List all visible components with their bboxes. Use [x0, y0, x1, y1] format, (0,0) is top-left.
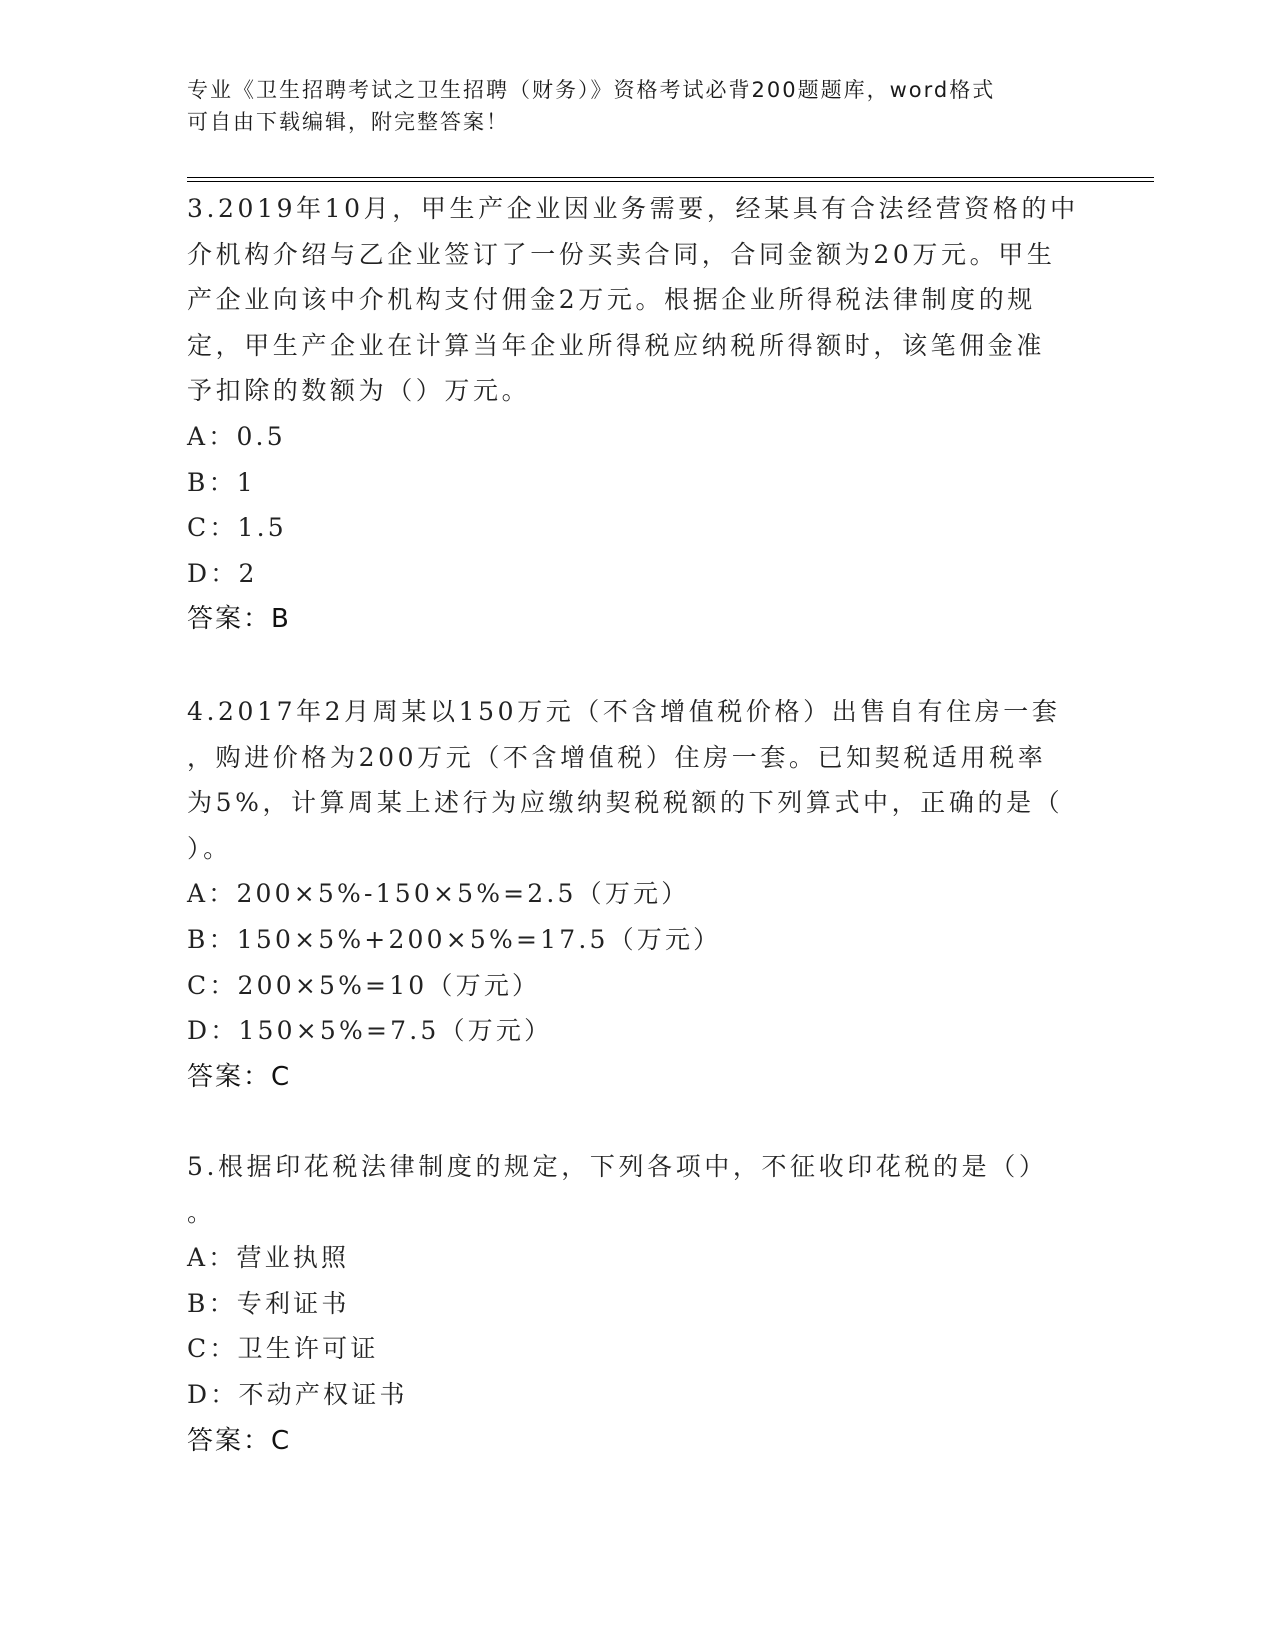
option-c: C：200×5%=10（万元） — [187, 970, 541, 1000]
question-stem-line: 。 — [187, 1197, 216, 1227]
option-d: D：150×5%=7.5（万元） — [187, 1016, 553, 1046]
question-block — [187, 186, 1092, 642]
answer-key: 答案：C — [187, 1425, 292, 1456]
header-title-line-1: 专业《卫生招聘考试之卫生招聘（财务）》资格考试必背200题题库，word格式 — [187, 78, 996, 102]
question-stem-line: 为5%，计算周某上述行为应缴纳契税税额的下列算式中，正确的是（ — [187, 788, 1064, 818]
question-stem-line: 4.2017年2月周某以150万元（不含增值税价格）出售自有住房一套 — [187, 697, 1061, 726]
option-b: B：专利证书 — [187, 1288, 350, 1318]
option-c: C：卫生许可证 — [187, 1334, 379, 1364]
option-d: D：2 — [187, 558, 258, 588]
answer-key: 答案：B — [187, 604, 291, 635]
option-a: A：200×5%-150×5%=2.5（万元） — [187, 879, 690, 909]
header-double-rule — [187, 177, 1154, 182]
question-stem-line: 产企业向该中介机构支付佣金2万元。根据企业所得税法律制度的规 — [187, 285, 1036, 315]
question-stem-line: 5.根据印花税法律制度的规定，下列各项中，不征收印花税的是（） — [187, 1152, 1048, 1181]
option-a: A：0.5 — [187, 421, 286, 451]
question-block — [187, 689, 1092, 1100]
option-d: D：不动产权证书 — [187, 1379, 408, 1409]
option-b: B：1 — [187, 467, 256, 497]
question-stem-line: ）。 — [187, 833, 232, 863]
question-stem-line: 予扣除的数额为（）万元。 — [187, 376, 531, 406]
question-stem-line: 3.2019年10月，甲生产企业因业务需要，经某具有合法经营资格的中 — [187, 194, 1079, 223]
question-stem-line: ，购进价格为200万元（不含增值税）住房一套。已知契税适用税率 — [187, 742, 1047, 772]
option-a: A：营业执照 — [187, 1243, 350, 1273]
option-c: C：1.5 — [187, 513, 287, 543]
question-stem-line: 定，甲生产企业在计算当年企业所得税应纳税所得额时，该笔佣金准 — [187, 330, 1046, 360]
document-header — [187, 74, 1087, 138]
question-block — [187, 1144, 1092, 1464]
question-stem-line: 介机构介绍与乙企业签订了一份买卖合同，合同金额为20万元。甲生 — [187, 239, 1056, 269]
option-b: B：150×5%+200×5%=17.5（万元） — [187, 924, 722, 954]
header-title-line-2: 可自由下载编辑，附完整答案！ — [187, 110, 509, 134]
answer-key: 答案：C — [187, 1061, 292, 1092]
